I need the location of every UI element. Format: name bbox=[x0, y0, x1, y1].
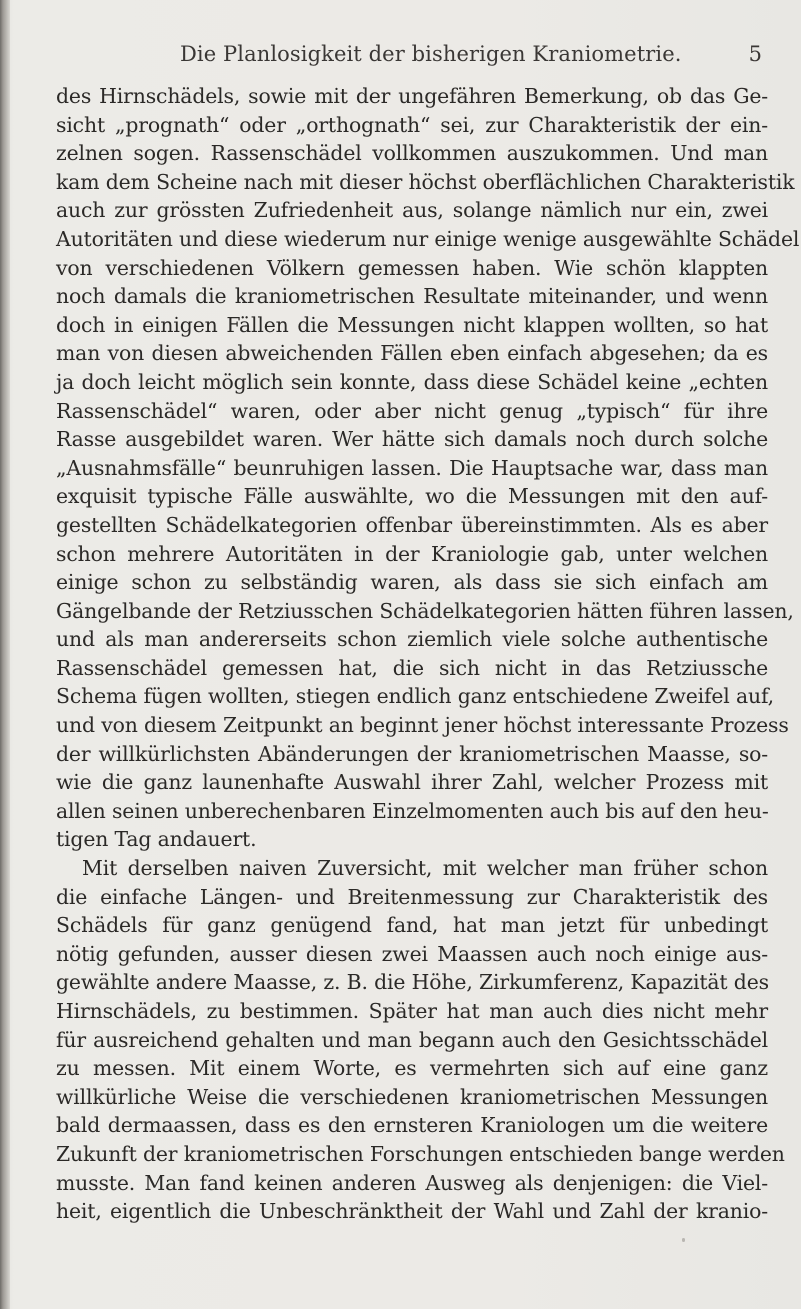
paragraph-end-line: tigen Tag andauert. bbox=[56, 827, 257, 852]
paragraph-start-line: Mit derselben naiven Zuversicht, mit welcher man früher schon bbox=[82, 856, 768, 881]
text-line: sicht „prognath“ oder „orthognath“ sei, zur Charakteristik der ein- bbox=[56, 112, 768, 137]
text-line: heit, eigentlich die Unbeschränktheit der Wahl und Zahl der kranio- bbox=[56, 1199, 768, 1224]
text-line: die einfache Längen- und Breitenmessung zur Charakteristik des bbox=[56, 884, 768, 909]
text-line: musste. Man fand keinen anderen Ausweg als denjenigen: die Viel- bbox=[56, 1170, 768, 1195]
text-line: Rasse ausgebildet waren. Wer hätte sich damals noch durch solche bbox=[56, 427, 768, 452]
text-line: gestellten Schädelkategorien offenbar übereinstimmten. Als es aber bbox=[56, 512, 768, 537]
text-line: willkürliche Weise die verschiedenen kraniometrischen Messungen bbox=[56, 1084, 768, 1109]
text-line: „Ausnahmsfälle“ beunruhigen lassen. Die Hauptsache war, dass man bbox=[56, 455, 768, 480]
page-number: 5 bbox=[748, 42, 762, 66]
text-line: gewählte andere Maasse, z. B. die Höhe, Zirkumferenz, Kapazität des bbox=[56, 970, 769, 995]
text-line: wie die ganz launenhafte Auswahl ihrer Zahl, welcher Prozess mit bbox=[56, 770, 768, 795]
text-line: ja doch leicht möglich sein konnte, dass diese Schädel keine „echten bbox=[56, 369, 768, 394]
text-line: für ausreichend gehalten und man begann auch den Gesichtsschädel bbox=[56, 1027, 768, 1052]
text-line: und als man andererseits schon ziemlich viele solche authentische bbox=[56, 627, 768, 652]
text-line: Rassenschädel“ waren, oder aber nicht genug „typisch“ für ihre bbox=[56, 398, 768, 423]
text-line: zu messen. Mit einem Worte, es vermehrten sich auf eine ganz bbox=[56, 1056, 768, 1081]
text-line: und von diesem Zeitpunkt an beginnt jener höchst interessante Prozess bbox=[56, 713, 789, 738]
text-line: Rassenschädel gemessen hat, die sich nicht in das Retziussche bbox=[56, 655, 768, 680]
book-spine-shadow bbox=[0, 0, 10, 1309]
text-line: Hirnschädels, zu bestimmen. Später hat man auch dies nicht mehr bbox=[56, 999, 768, 1023]
text-line: Schädels für ganz genügend fand, hat man jetzt für unbedingt bbox=[56, 913, 768, 938]
text-line: von verschiedenen Völkern gemessen haben. Wie schön klappten bbox=[56, 255, 768, 280]
text-line: schon mehrere Autoritäten in der Kraniologie gab, unter welchen bbox=[56, 541, 768, 566]
text-line: Zukunft der kraniometrischen Forschungen entschieden bange werden bbox=[56, 1141, 785, 1166]
text-line: doch in einigen Fällen die Messungen nicht klappen wollten, so hat bbox=[56, 312, 768, 337]
page-header bbox=[62, 42, 762, 72]
text-line: kam dem Scheine nach mit dieser höchst oberflächlichen Charakteristik bbox=[56, 169, 795, 194]
text-line: einige schon zu selbständig waren, als dass sie sich einfach am bbox=[56, 570, 768, 595]
paper-speck bbox=[682, 1238, 685, 1242]
text-line: nötig gefunden, ausser diesen zwei Maassen auch noch einige aus- bbox=[56, 941, 768, 966]
text-line: Schema fügen wollten, stiegen endlich ganz entschiedene Zweifel auf, bbox=[56, 684, 774, 709]
body-text bbox=[56, 82, 800, 1226]
text-line: bald dermaassen, dass es den ernsteren Kraniologen um die weitere bbox=[56, 1113, 768, 1138]
text-line: der willkürlichsten Abänderungen der kraniometrischen Maasse, so- bbox=[56, 741, 768, 766]
text-line: des Hirnschädels, sowie mit der ungefähren Bemerkung, ob das Ge- bbox=[56, 84, 768, 108]
text-line: exquisit typische Fälle auswählte, wo die Messungen mit den auf- bbox=[56, 484, 768, 509]
running-title: Die Planlosigkeit der bisherigen Kraniometrie. bbox=[180, 42, 682, 66]
text-line: Autoritäten und diese wiederum nur einige wenige ausgewählte Schädel bbox=[56, 226, 800, 251]
text-line: auch zur grössten Zufriedenheit aus, solange nämlich nur ein, zwei bbox=[56, 198, 768, 223]
text-line: noch damals die kraniometrischen Resultate miteinander, und wenn bbox=[56, 284, 768, 309]
text-line: allen seinen unberechenbaren Einzelmomenten auch bis auf den heu- bbox=[56, 798, 769, 823]
text-line: zelnen sogen. Rassenschädel vollkommen auszukommen. Und man bbox=[56, 141, 768, 166]
text-line: man von diesen abweichenden Fällen eben einfach abgesehen; da es bbox=[56, 341, 768, 366]
text-line: Gängelbande der Retziusschen Schädelkategorien hätten führen lassen, bbox=[56, 598, 794, 623]
